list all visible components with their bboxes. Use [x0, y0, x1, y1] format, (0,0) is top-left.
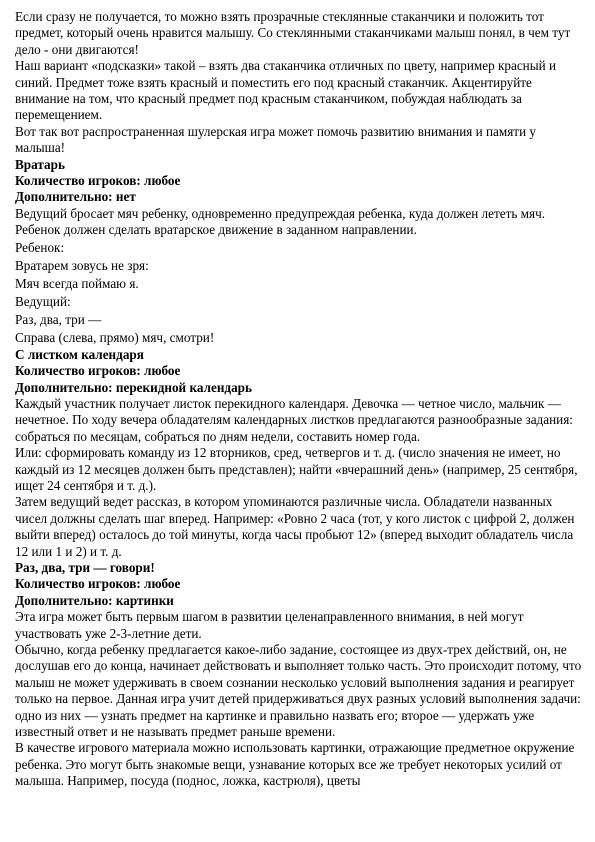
paragraph-goalkeeper-rules: Ведущий бросает мяч ребенку, одновременно предупреждая ребенка, куда должен лететь мяч. Ребенок должен сделать вратарское движение в заданном направлении. — [15, 205, 546, 238]
paragraph-calendar-story: Затем ведущий ведет рассказ, в котором упоминаются различные числа. Обладатели названных чисел должны сделать шаг вперед. Например: «Ровно 2 часа (тот, у кого листок с цифрой 2, должен выйти вперед) осталось до той минуты, когда часы пробьют 12» (вперед выходит обладатель числа 12 или 1 и 2) и т. д. — [15, 494, 575, 559]
document-page — [15, 9, 583, 790]
extra-calendar: Дополнительно: перекидной календарь — [15, 379, 252, 395]
verse-line-host: Ведущий: — [15, 294, 71, 310]
game-title-goalkeeper: Вратарь — [15, 156, 65, 172]
extra-one-two-three: Дополнительно: картинки — [15, 592, 174, 608]
paragraph-transparent-cups: Если сразу не получается, то можно взять прозрачные стеклянные стаканчики и положить тот предмет, который очень нравится малышу. Со стеклянными стаканчиками малыш понял, в чем тут дело - они двигаются! — [15, 9, 571, 57]
paragraph-hint-variant: Наш вариант «подсказки» такой – взять два стаканчика отличных по цвету, например красный и синий. Предмет тоже взять красный и поместить его под красный стаканчик. Акцентируйте внимание на том, что красный предмет под красным стаканчиком, побуждая наблюдать за перемещением. — [15, 58, 557, 123]
verse-line-catch: Мяч всегда поймаю я. — [15, 276, 139, 292]
paragraph-calendar-rules: Каждый участник получает листок перекидного календаря. Девочка — четное число, мальчик — нечетное. По ходу вечера обладателям календарных листков предлагаются разнообразные задания: собраться по месяцам, собраться по дням недели, составить номер года. — [15, 395, 573, 444]
game-title-one-two-three: Раз, два, три — говори! — [15, 559, 155, 575]
extra-goalkeeper: Дополнительно: нет — [15, 189, 136, 205]
paragraph-attention-explanation: Обычно, когда ребенку предлагается какое-либо задание, состоящее из двух-трех действий, он, не дослушав его до конца, начинает действовать и выполняет только часть. Это происходит потому, что малыш не может удерживать в своем сознании несколько условий выполнения задания и реагирует только на первое. Данная игра учит детей придерживаться двух разных условий выполнения задачи: одно из них — узнать предмет на картинке и правильно назвать его; второе — удержать уже известный ответ и не называть предмет раньше времени. — [15, 642, 582, 740]
players-count-one-two-three: Количество игроков: любое — [15, 576, 181, 592]
verse-line-child: Ребенок: — [15, 240, 65, 256]
paragraph-game-material: В качестве игрового материала можно использовать картинки, отражающие предметное окружение ребенка. Это могут быть знакомые вещи, узнавание которых все же требует некоторых усилий от малыша. Например, посуда (поднос, ложка, кастрюля), цветы — [15, 740, 575, 789]
paragraph-calendar-team: Или: сформировать команду из 12 вторников, сред, четвергов и т. д. (число значения не имеет, но каждый из 12 месяцев должен быть представлен); найти «вчерашний день» (например, 25 сентября, ищет 24 сентября и т. д.). — [15, 445, 578, 493]
players-count-calendar: Количество игроков: любое — [15, 363, 181, 379]
verse-line-goalkeeper: Вратарем зовусь не зря: — [15, 258, 149, 274]
game-title-calendar: С листком календаря — [15, 346, 144, 362]
verse-line-count: Раз, два, три — — [15, 312, 102, 328]
paragraph-attention-intro: Эта игра может быть первым шагом в развитии целенаправленного внимания, в ней могут участвовать уже 2-3-летние дети. — [15, 609, 524, 641]
verse-line-direction: Справа (слева, прямо) мяч, смотри! — [15, 330, 215, 346]
players-count-goalkeeper: Количество игроков: любое — [15, 173, 181, 189]
paragraph-conclusion: Вот так вот распространенная шулерская игра может помочь развитию внимания и памяти у малыша! — [15, 123, 537, 156]
